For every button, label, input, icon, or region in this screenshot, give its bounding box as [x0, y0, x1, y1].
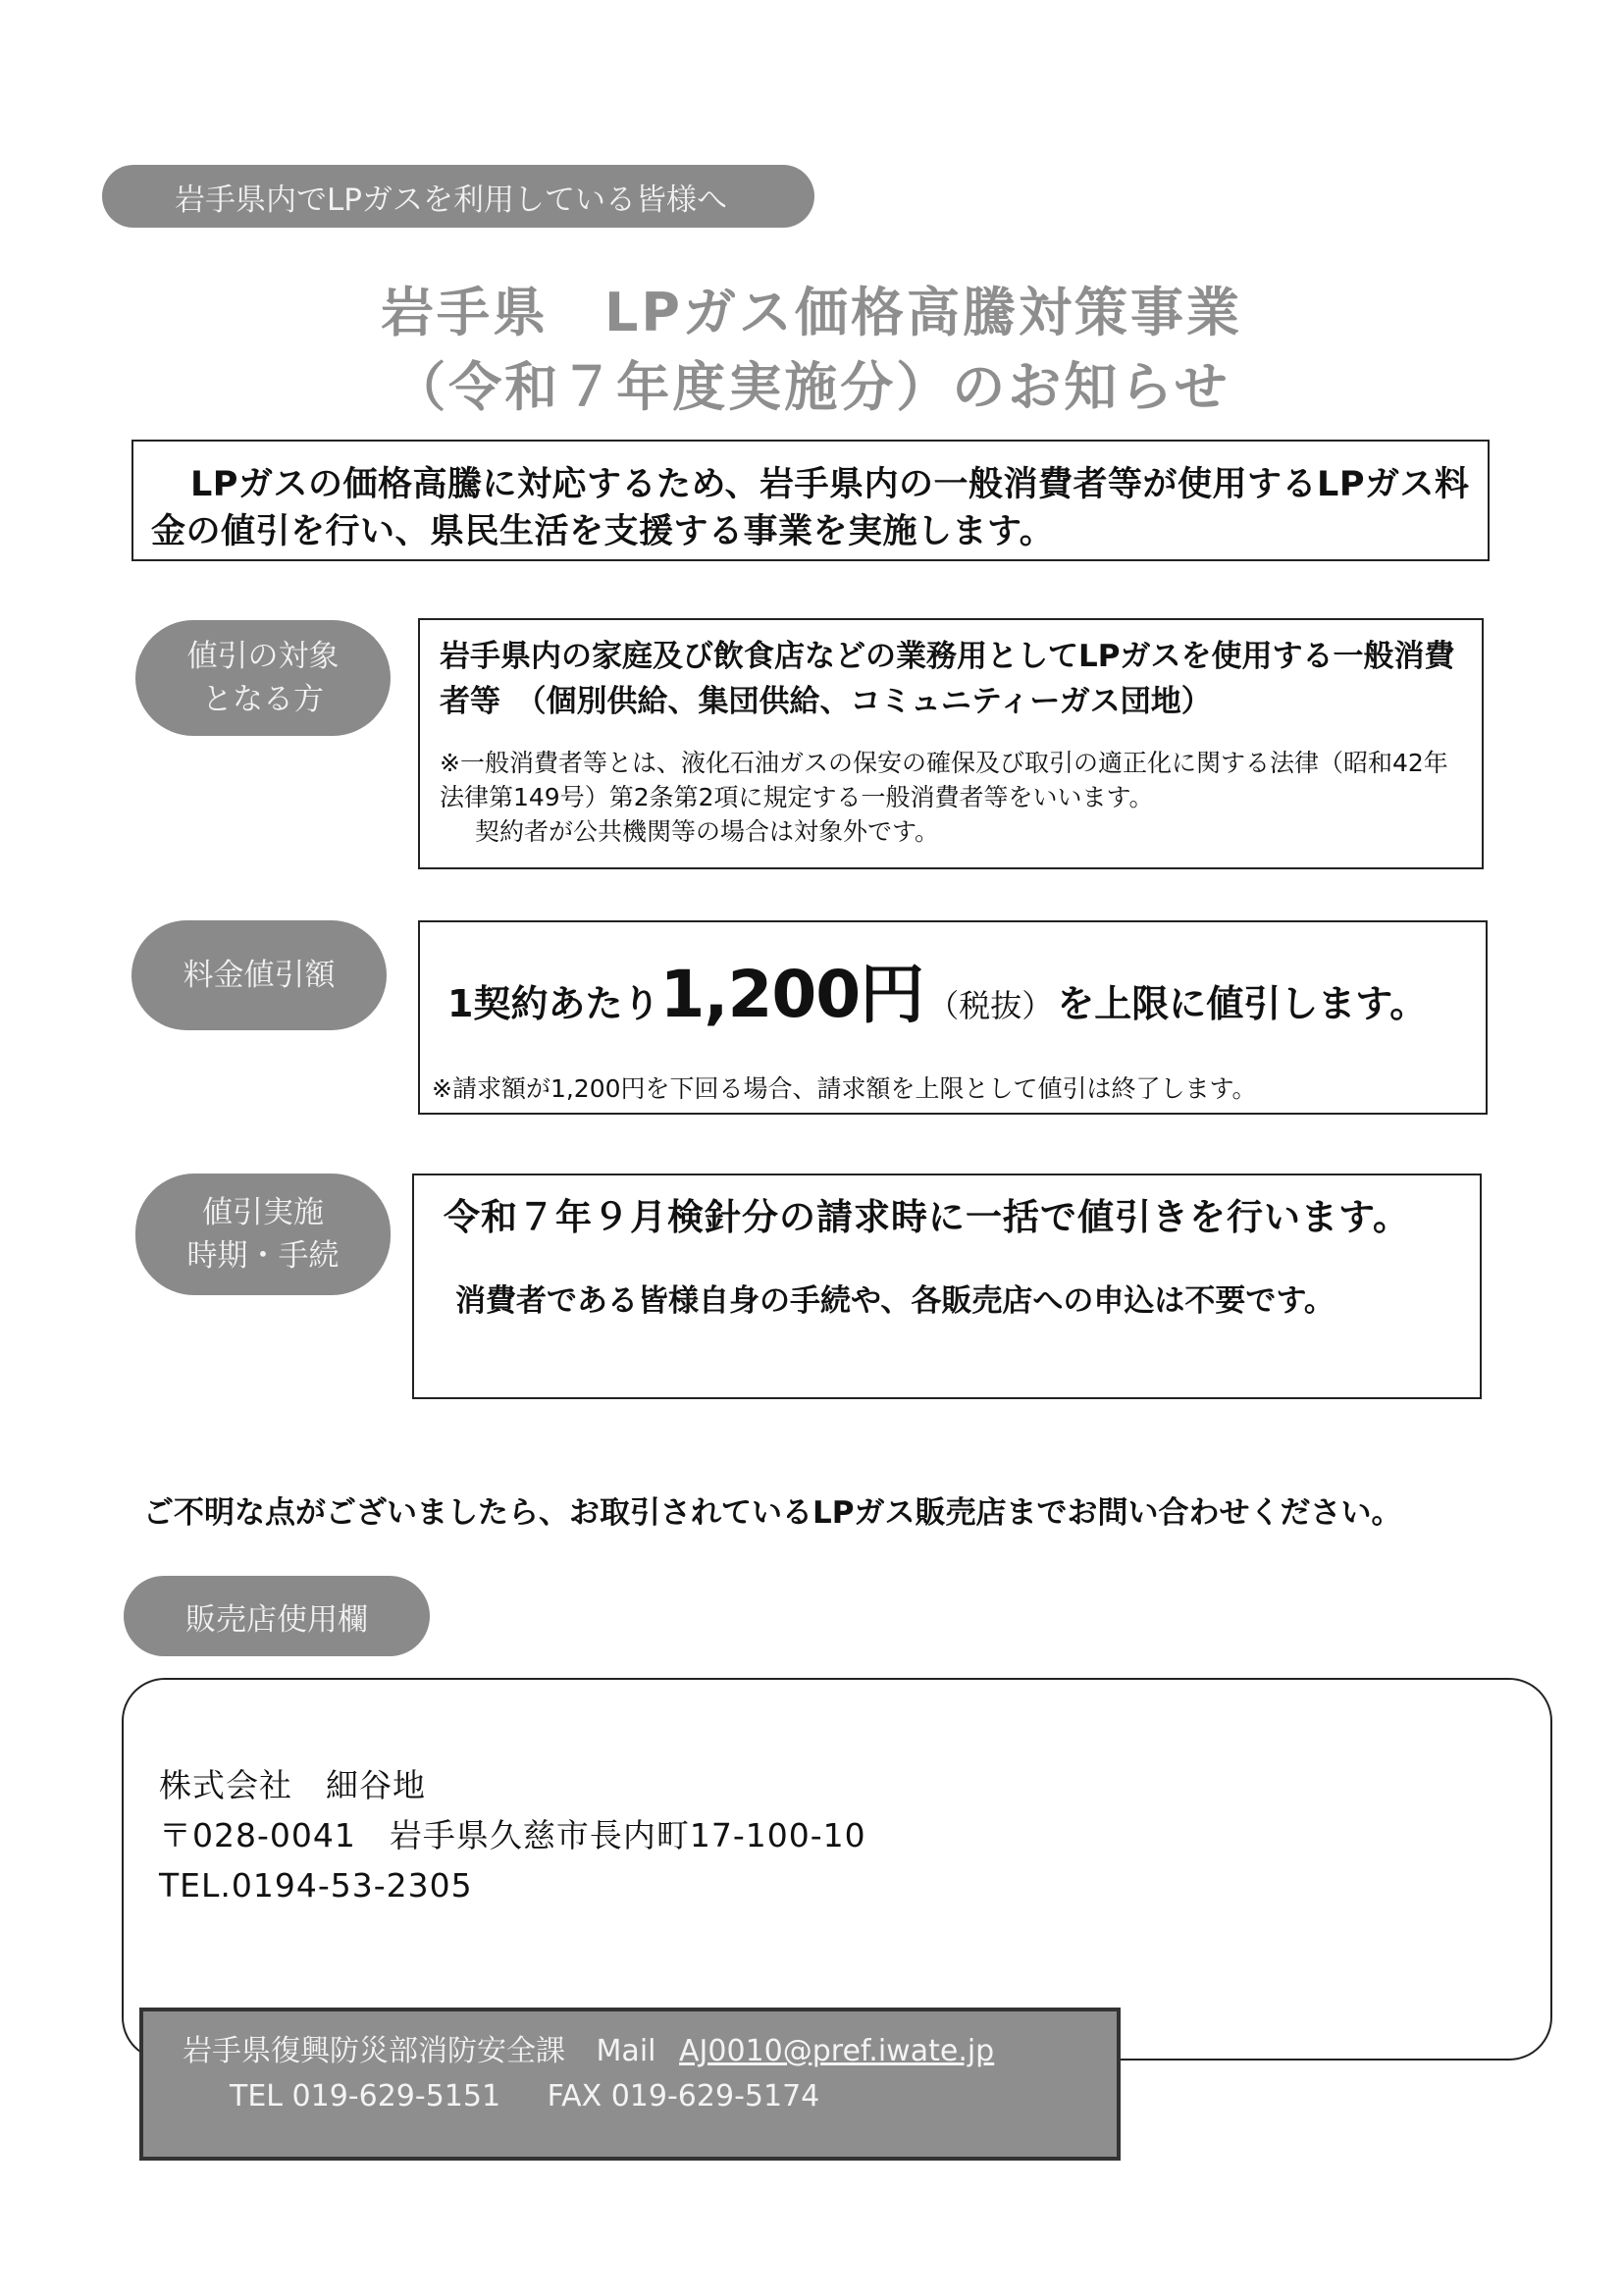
footer-mail-label: Mail — [596, 2034, 656, 2068]
dealer-label-pill — [124, 1576, 430, 1656]
target-note-line1: ※一般消費者等とは、液化石油ガスの保安の確保及び取引の適正化に関する法律（昭和42年法律第149号）第2条第2項に規定する一般消費者等をいいます。 — [440, 749, 1448, 811]
dealer-label: 販売店使用欄 — [185, 1601, 368, 1638]
dealer-box — [122, 1678, 1552, 2061]
dealer-company: 株式会社 細谷地 — [159, 1766, 426, 1804]
amount-tax: （税抜） — [927, 987, 1054, 1024]
timing-label-line2: 時期・手続 — [186, 1238, 340, 1274]
page-title-line1: 岩手県 LPガス価格高騰対策事業 — [381, 282, 1242, 343]
timing-sub-text: 消費者である皆様自身の手続や、各販売店への申込は不要です。 — [455, 1283, 1335, 1319]
contact-footer — [139, 2008, 1121, 2161]
target-label-line1: 値引の対象 — [186, 639, 340, 674]
dealer-address: 〒028-0041 岩手県久慈市長内町17-100-10 — [159, 1816, 866, 1854]
target-label-line2: となる方 — [202, 682, 324, 717]
footer-dept: 岩手県復興防災部消防安全課 — [183, 2034, 565, 2068]
timing-label-pill — [135, 1174, 391, 1295]
footer-line2 — [183, 2074, 1117, 2119]
amount-note: ※請求額が1,200円を下回る場合、請求額を上限として値引は終了します。 — [432, 1074, 1257, 1103]
target-main-text: 岩手県内の家庭及び飲食店などの業務用としてLPガスを使用する一般消費者等 （個別供給、集団供給、コミュニティーガス団地） — [440, 639, 1455, 719]
amount-label: 料金値引額 — [183, 958, 336, 993]
timing-label-line1: 値引実施 — [202, 1195, 324, 1230]
footer-fax: FAX 019-629-5174 — [547, 2079, 820, 2113]
page-title-line2: （令和７年度実施分）のお知らせ — [393, 356, 1230, 418]
timing-main-text: 令和７年９月検針分の請求時に一括で値引きを行います。 — [444, 1196, 1411, 1238]
amount-label-pill — [131, 920, 387, 1030]
target-note — [440, 746, 1466, 849]
header-banner — [102, 165, 814, 228]
header-banner-text: 岩手県内でLPガスを利用している皆様へ — [175, 182, 727, 218]
dealer-tel: TEL.0194-53-2305 — [159, 1866, 473, 1905]
intro-box — [131, 440, 1490, 561]
amount-value: 1,200円 — [659, 957, 924, 1032]
footer-tel: TEL 019-629-5151 — [230, 2079, 501, 2113]
amount-prefix: 1契約あたり — [447, 982, 660, 1025]
footer-email-link[interactable]: AJ0010@pref.iwate.jp — [679, 2034, 995, 2068]
target-note-line2: 契約者が公共機関等の場合は対象外です。 — [475, 817, 940, 846]
target-label-pill — [135, 620, 391, 736]
footer-line1 — [183, 2029, 1117, 2074]
target-box — [418, 618, 1484, 869]
intro-text: LPガスの価格高騰に対応するため、岩手県内の一般消費者等が使用するLPガス料金の値引を行い、県民生活を支援する事業を実施します。 — [151, 465, 1470, 551]
amount-suffix: を上限に値引します。 — [1057, 982, 1428, 1025]
inquiry-text: ご不明な点がございましたら、お取引されているLPガス販売店までお問い合わせください。 — [143, 1495, 1402, 1531]
amount-main-text — [447, 942, 1427, 1035]
